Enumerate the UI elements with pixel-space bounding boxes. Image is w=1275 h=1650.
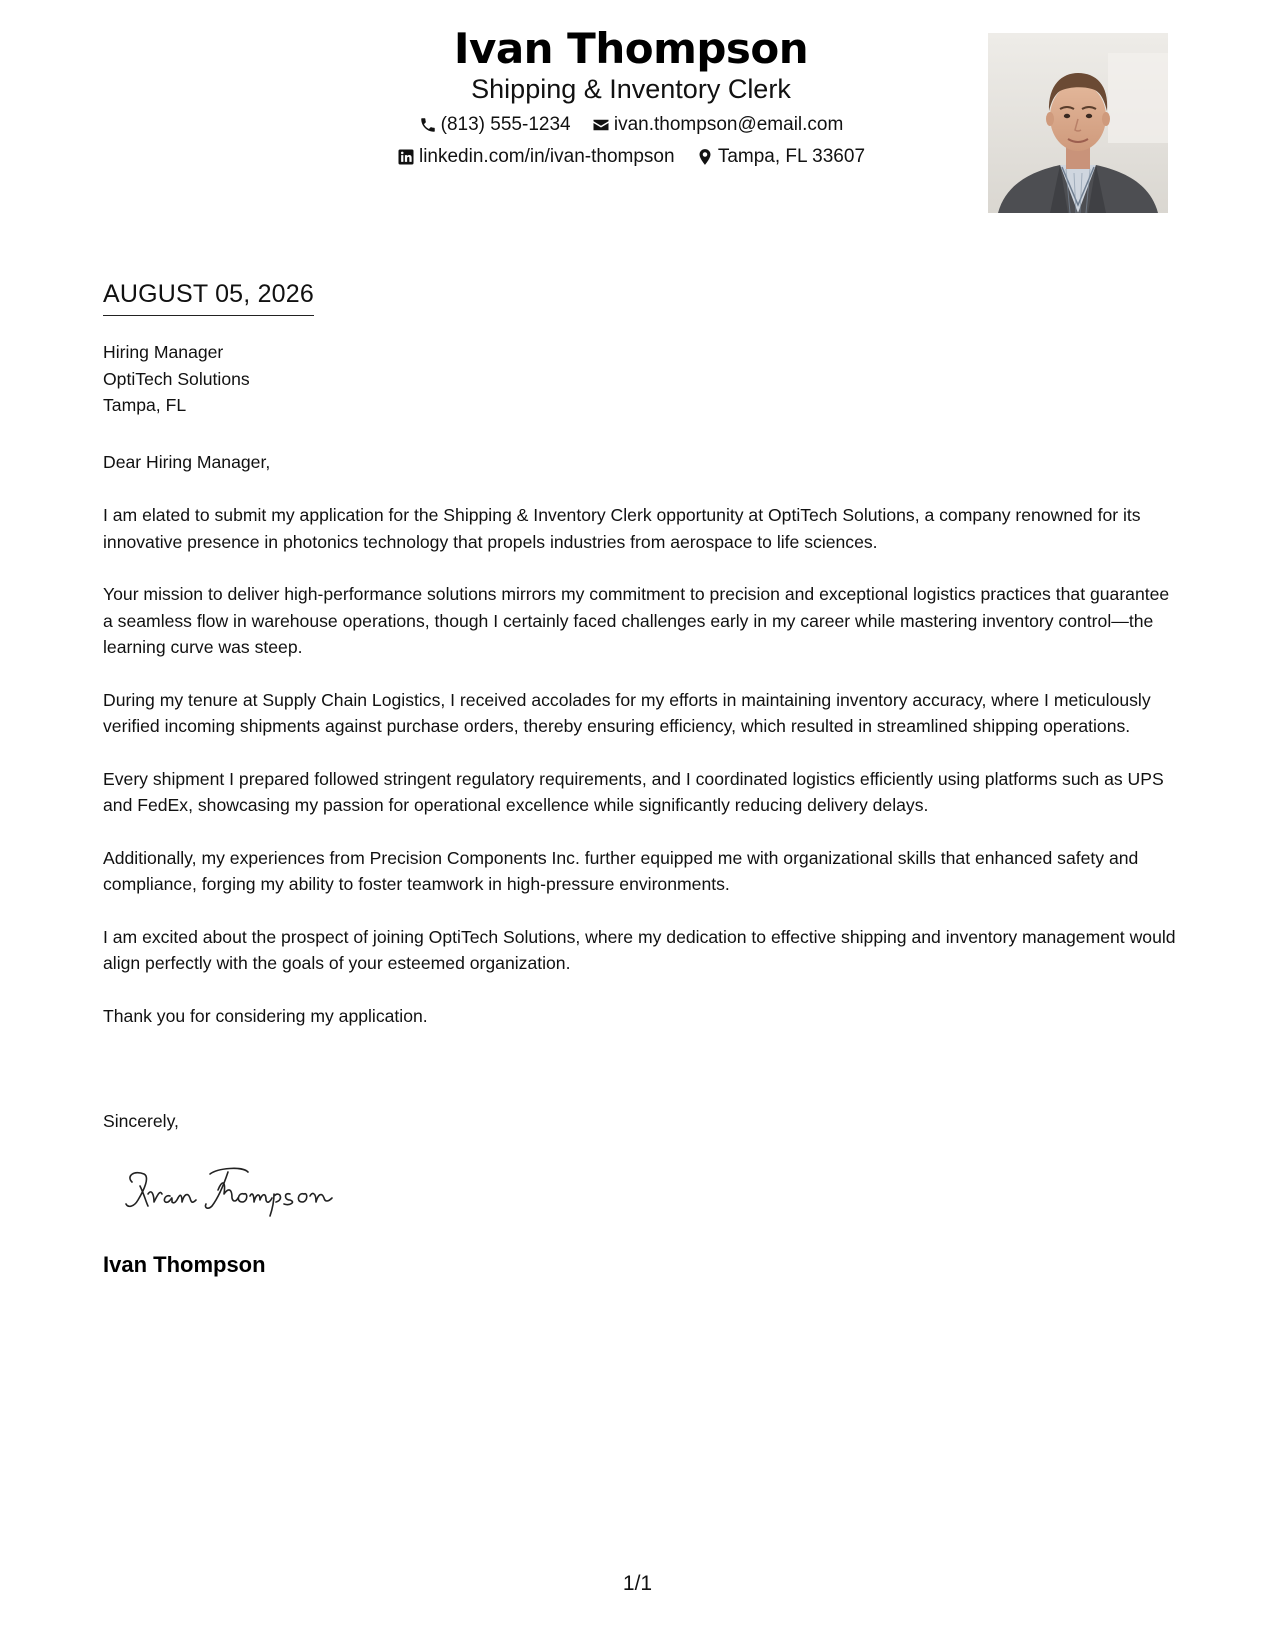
contact-email [592, 114, 843, 136]
linkedin-url: linkedin.com/in/ivan-thompson [418, 146, 675, 167]
contact-location [696, 146, 865, 168]
linkedin-icon [397, 148, 415, 166]
body-paragraph-7: Thank you for considering my application. [103, 1005, 428, 1026]
body-paragraph-1: I am elated to submit my application for the Shipping & Inventory Clerk opportunity at OptiTech Solutions, a company renowned for its innovative presence in photonics technology that propels industries from aerospace to life sciences. [103, 505, 1141, 552]
envelope-icon [592, 116, 610, 134]
recipient-location: Tampa, FL [103, 395, 187, 415]
body-paragraph-3: During my tenure at Supply Chain Logistics, I received accolades for my efforts in maintaining inventory accuracy, where I meticulously verified incoming shipments against purchase orders, thereby ensuring efficiency, which resulted in streamlined shipping operations. [103, 689, 1151, 736]
letter-date: AUGUST 05, 2026 [103, 280, 314, 316]
phone-icon [419, 116, 437, 134]
contact-linkedin [397, 146, 675, 168]
body-paragraph-4: Every shipment I prepared followed stringent regulatory requirements, and I coordinated logistics efficiently using platforms such as UPS and FedEx, showcasing my passion for operational excellence while significantly reducing delivery delays. [103, 768, 1164, 815]
closing: Sincerely, [103, 1111, 179, 1131]
body-paragraph-2: Your mission to deliver high-performance solutions mirrors my commitment to precision and exceptional logistics practices that guarantee a seamless flow in warehouse operations, though I certainly faced challenges early in my career while mastering inventory control—the learning curve was steep. [103, 584, 1170, 657]
signer-name: Ivan Thompson [103, 1252, 266, 1277]
email-address: ivan.thompson@email.com [613, 114, 844, 135]
letter-body [103, 502, 1178, 1055]
profile-photo [988, 33, 1168, 213]
contact-phone [419, 114, 571, 136]
page-number: 1/1 [622, 1572, 653, 1595]
recipient-block [103, 339, 1178, 419]
job-title: Shipping & Inventory Clerk [471, 74, 791, 104]
body-paragraph-6: I am excited about the prospect of joining OptiTech Solutions, where my dedication to effective shipping and inventory management would align perfectly with the goals of your esteemed organization. [103, 926, 1176, 973]
body-paragraph-5: Additionally, my experiences from Precision Components Inc. further equipped me with organizational skills that enhanced safety and compliance, forging my ability to foster teamwork in high-pressure environments. [103, 847, 1139, 894]
salutation: Dear Hiring Manager, [103, 452, 271, 472]
recipient-title: Hiring Manager [103, 342, 224, 362]
map-pin-icon [696, 148, 714, 166]
location-text: Tampa, FL 33607 [717, 146, 866, 167]
applicant-name: Ivan Thompson [453, 24, 809, 73]
phone-number: (813) 555-1234 [440, 114, 571, 135]
recipient-company: OptiTech Solutions [103, 368, 250, 389]
handwritten-signature [118, 1160, 348, 1220]
